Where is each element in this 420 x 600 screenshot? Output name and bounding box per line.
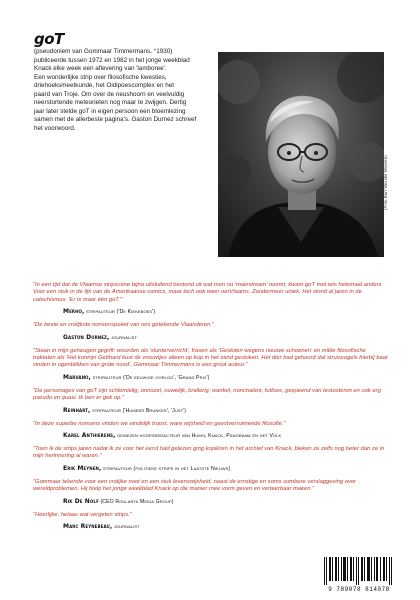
quote-author: Marvano, [63,373,91,381]
quote-author: Merho, [63,308,85,316]
quote-item [33,348,390,381]
quote-item [33,421,390,439]
author-photo [218,52,384,257]
quote-author: Marc Reynebeau, [63,523,113,531]
quote-author: Rik De Nolf [63,497,99,505]
quote-author: Reinhart, [63,406,91,414]
barcode-bars [320,557,398,585]
bio-text: (pseudoniem van Gommaar Timmermans, °1930) publiceerde tussen 1972 en 1982 in het jonge weekblad Knack elke week een aflevering van 'lamboree'. Een wonderlijke strip over filosofische kwesties, driehoeksmeetkunde, het Oidipoescomplex en het paard van Troje. Om over de neushoorn en veelvuldig neerstortende meteorieten nog maar te zwijgen. Dertig jaar later stelde goT in eigen persoon een bloemlezing samen met de allerbeste pagina's. Gaston Durnez schreef het voorwoord. [34,48,197,132]
quote-item [33,479,390,505]
quote-item [33,388,390,414]
quote-item [33,322,390,340]
quote-author-role: journalist [113,524,140,531]
quote-attribution [33,334,390,341]
quotes-list [33,282,390,537]
quote-attribution [33,374,390,381]
quote-text: "Toen ik de strips jaren nadat ik ze voor het eerst had gelezen ging kopiëren in het archief van Knack, bleken ze zelfs nog beter dan ze in mijn herinnering al waren." [33,446,385,460]
quote-author: Gaston Durnez, [63,333,110,341]
quote-attribution [33,432,390,439]
quote-text: "Gommaar tekende voor een vrolijke noot en een stuk levenswijsheid, naast de ernstige en soms sombere verslaggeving over wereldproblemen. Hij hielp het jonge weekblad Knack op die manier mee vorm geven en verteerbaar maken." [33,478,356,493]
photo-credit: (Foto Bart Van der Moeren) [383,155,388,210]
quote-item [33,446,390,472]
quote-text: "In een tijd dat de Vlaamse stripscène bijna uitsluitend bestond uit wat men nu 'mainstream' noemt, kwam goT met iets helemaal anders. Voor een stuk in de lijn van de Amerikaanse comics, maar toch ook weer oerVlaams. Zandermeer uniek. Het stond al jaren in de catechismus: 'Er is maar één goT.'" [33,282,384,303]
quote-author-role: stripauteur ('De Kiekeboes') [85,309,156,316]
quote-attribution [33,465,390,472]
quote-attribution [33,308,390,315]
got-logo: goT [34,30,64,48]
quote-author-role: stripauteur ('Humeer Brunker', 'Just') [92,407,187,414]
isbn-number: 9 789078 814078 [328,586,390,593]
quote-author: Karel Anthierens, [63,432,116,440]
quote-text: "Heerlijke, helaas wat vergeten strips." [33,511,132,518]
quote-attribution [33,523,390,530]
quote-attribution [33,498,390,505]
intro-block [34,32,214,133]
quote-author-role: gewezen hoofdredacteur van Humo, Knack, Panorama en het Volk [117,433,282,440]
quote-attribution [33,407,390,414]
quote-text: "De personages van goT zijn schlemielig, onnozel, ouwelijk, brallerig, wankel, nonchalant, futloos, gespeend van testosteron en ook erg pseudo en quasi. Ik ben er gek op." [33,387,381,402]
quote-author-role: journalist [110,334,137,341]
quote-text: "Staan in mijn geheugen gegrift: woorden als 'slunterverricht', frasen als 'Gesloten wegens nieuwe schoenen' en milde filosofische traktaten als 'Het koninjn Gebhard kust de vrouwtjes alleen op kop in het zand gestoken. Het dier had gehoord dat struisvogels hierbij baat vinden in ogenblikken van grote nood'. Gommaar Timmermans is een groot auteur." [33,347,388,369]
quote-author: Erik Meynen, [63,464,102,472]
quote-author-role: stripauteur (politieke strips in het Laatste Nieuws) [102,465,231,472]
quote-author-role: (CEO Roularta Media Group) [100,498,174,505]
quote-text: "De beste en vrolijkste nonsenspoëet van ons getekende Vlaanderen." [33,322,215,329]
quote-item [33,282,390,315]
quote-author-role: stripauteur ('De eeuwige oorlog', 'Grand Prix') [92,374,210,381]
quote-item [33,512,390,530]
quote-text: "In deze superbe nonsens vinden we eindelijk troost, ware wijsheid en geestverruimende filosofie." [33,420,286,427]
